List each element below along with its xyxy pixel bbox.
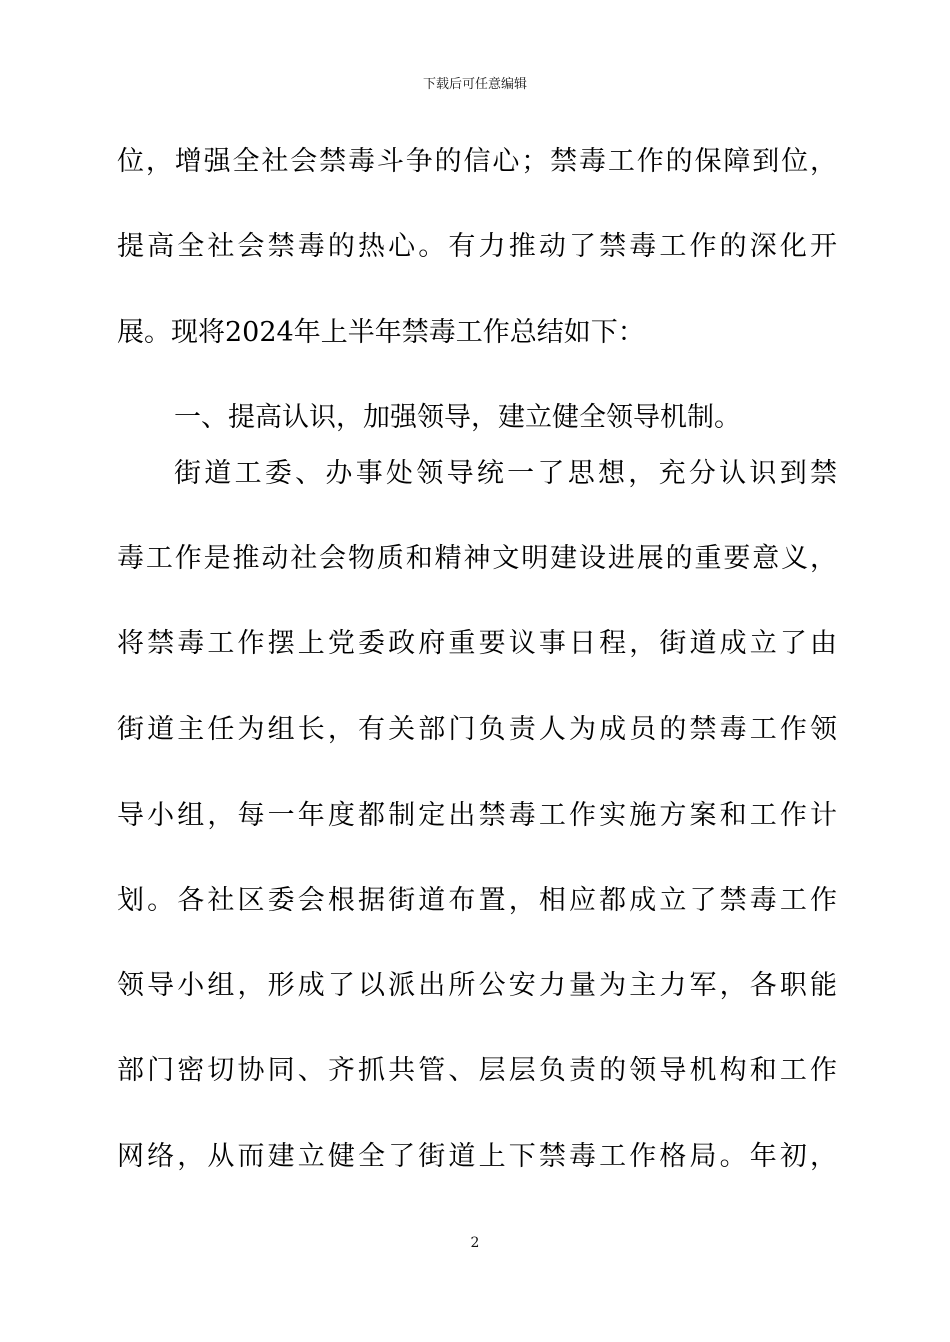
text-line: 导小组，每一年度都制定出禁毒工作实施方案和工作计	[117, 800, 837, 831]
section-heading: 一、提高认识，加强领导，建立健全领导机制。	[174, 402, 741, 433]
text-line: 部门密切协同、齐抓共管、层层负责的领导机构和工作	[117, 1055, 837, 1086]
text-line: 街道工委、办事处领导统一了思想，充分认识到禁	[174, 458, 837, 489]
text-line: 提高全社会禁毒的热心。有力推动了禁毒工作的深化开	[117, 231, 837, 262]
text-line: 毒工作是推动社会物质和精神文明建设进展的重要意义，	[117, 543, 837, 574]
text-line: 展。现将2024年上半年禁毒工作总结如下：	[117, 317, 645, 348]
page-number: 2	[470, 1235, 480, 1251]
text-line: 位，增强全社会禁毒斗争的信心；禁毒工作的保障到位，	[117, 146, 837, 177]
text-line: 划。各社区委会根据街道布置，相应都成立了禁毒工作	[117, 885, 837, 916]
text-line: 领导小组，形成了以派出所公安力量为主力军，各职能	[117, 970, 837, 1001]
text-line: 网络，从而建立健全了街道上下禁毒工作格局。年初，	[117, 1141, 837, 1172]
page-header: 下载后可任意编辑	[422, 77, 527, 92]
text-line: 街道主任为组长，有关部门负责人为成员的禁毒工作领	[117, 714, 837, 745]
text-line: 将禁毒工作摆上党委政府重要议事日程，街道成立了由	[117, 628, 837, 659]
